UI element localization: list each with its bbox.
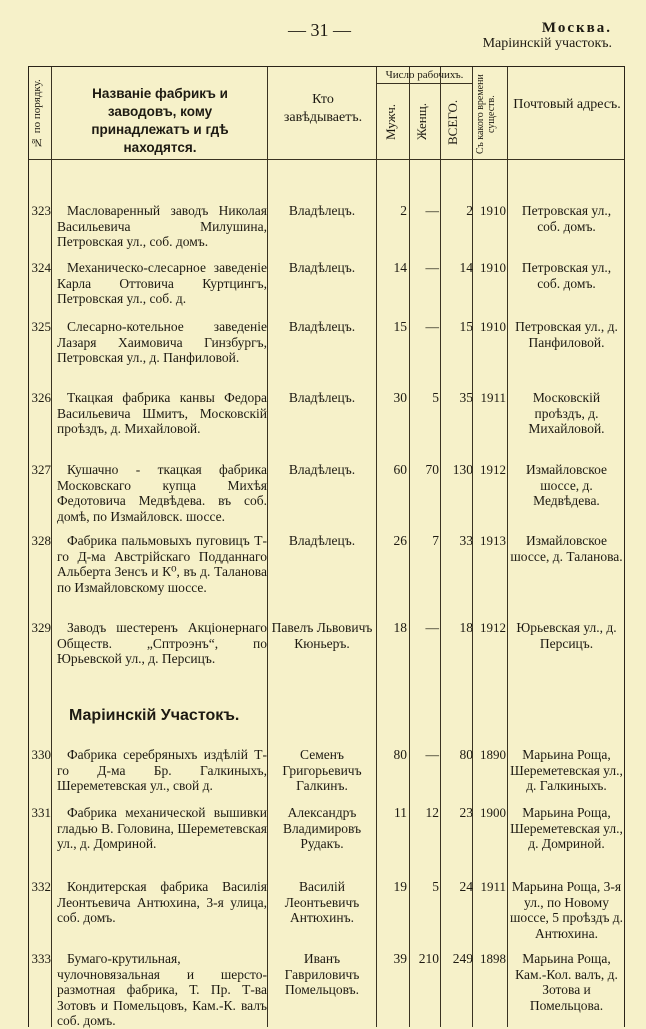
total-count: 249 <box>452 951 473 966</box>
row-number: 324 <box>31 260 51 275</box>
column-divider <box>409 67 410 1027</box>
city-title: Москва. <box>541 20 612 36</box>
since-year: 1911 <box>480 879 506 894</box>
manager: Владѣлецъ. <box>288 462 356 477</box>
manager: Александръ Владимировъ Рудакъ. <box>282 805 362 851</box>
manager: Владѣлецъ. <box>288 533 356 548</box>
women-count: 12 <box>425 805 439 820</box>
manager: Иванъ Гавриловичъ Помельцовъ. <box>284 951 360 997</box>
total-count: 24 <box>459 879 473 894</box>
since-year: 1900 <box>480 805 506 820</box>
postal-address: Петровская ул., д. Панфиловой. <box>515 319 618 350</box>
factory-name: Масловаренный заводъ Николая Васильевича Милушина, Петровская ул., соб. домъ. <box>57 203 267 249</box>
row-number: 326 <box>31 390 51 405</box>
total-count: 14 <box>459 260 473 275</box>
row-number: 330 <box>31 747 51 762</box>
column-divider <box>507 67 508 1027</box>
since-year: 1898 <box>480 951 506 966</box>
row-number: 332 <box>31 879 51 894</box>
women-count: — <box>425 319 439 334</box>
row-number: 331 <box>31 805 51 820</box>
women-count: 70 <box>425 462 439 477</box>
men-count: 11 <box>394 805 407 820</box>
women-count: — <box>425 620 439 635</box>
since-year: 1910 <box>480 203 506 218</box>
col-header-women: Женщ. <box>414 103 429 141</box>
factory-name: Фабрика серебряныхъ издѣлій Т-го Д-ма Бр. Галкиныхъ, Шереметевская ул., свой д. <box>57 747 267 793</box>
women-count: — <box>425 747 439 762</box>
postal-address: Петровская ул., соб. домъ. <box>521 260 612 291</box>
manager: Василій Леонтьевичъ Антюхинъ. <box>284 879 360 925</box>
factory-name: Бумаго-крутильная, чулочновязальная и шерсто-размотная фабрика, Т. Пр. Т-ва Зотовъ и Помельцовъ, Кам.-К. валъ соб. домъ. <box>57 951 267 1028</box>
men-count: 30 <box>393 390 407 405</box>
since-year: 1910 <box>480 260 506 275</box>
column-divider <box>51 67 52 1027</box>
row-number: 333 <box>31 951 51 966</box>
manager: Владѣлецъ. <box>288 260 356 275</box>
postal-address: Измайловское шоссе, д. Медвѣдева. <box>525 462 608 508</box>
col-header-name: Названіе фабрикъ и заводовъ, кому принадлежатъ и гдѣ находятся. <box>91 86 229 155</box>
men-count: 2 <box>400 203 407 218</box>
total-count: 2 <box>466 203 473 218</box>
postal-address: Юрьевская ул., д. Персицъ. <box>516 620 617 651</box>
factory-name: Слесарно-котельное заведеніе Лазаря Хаимовича Гинзбургъ, Петровская ул., д. Панфиловой. <box>57 319 267 365</box>
men-count: 15 <box>393 319 407 334</box>
col-header-since: Съ какого времени существ. <box>475 74 497 154</box>
row-number: 323 <box>31 203 51 218</box>
col-header-total: ВСЕГО. <box>445 99 460 145</box>
since-year: 1912 <box>480 462 506 477</box>
row-number: 328 <box>31 533 51 548</box>
column-divider <box>267 67 268 1027</box>
factory-name: Ткацкая фабрика канвы Федора Васильевича Шмитъ, Московскій проѣздъ, д. Михайловой. <box>57 390 267 436</box>
factory-name: Заводъ шестеренъ Акціонернаго Обществ. „Сптроэнъ“, по Юрьевской ул., д. Персицъ. <box>57 620 267 666</box>
col-header-address: Почтовый адресъ. <box>513 97 621 112</box>
total-count: 18 <box>459 620 473 635</box>
men-count: 14 <box>393 260 407 275</box>
factory-name: Кондитерская фабрика Василія Леонтьевича Антюхина, 3-я улица, соб. домъ. <box>57 879 267 925</box>
women-count: — <box>425 203 439 218</box>
factory-name: Фабрика механической вышивки гладью В. Головина, Шереметевская ул., д. Домриной. <box>57 805 267 851</box>
manager: Семенъ Григорьевичъ Галкинъ. <box>282 747 362 793</box>
page-header <box>0 0 646 62</box>
total-count: 80 <box>459 747 473 762</box>
total-count: 35 <box>459 390 473 405</box>
factory-name: Фабрика пальмовыхъ пуговицъ Т-го Д-ма Австрійскаго Подданнаго Альберта Зенсъ и К⁰, въ д. Таланова по Измайловскому шоссе. <box>57 533 267 595</box>
since-year: 1910 <box>480 319 506 334</box>
row-number: 327 <box>31 462 51 477</box>
men-count: 26 <box>393 533 407 548</box>
postal-address: Измайловское шоссе, д. Таланова. <box>510 533 623 564</box>
postal-address: Марьина Роща, Шереметевская ул., д. Галкиныхъ. <box>510 747 623 793</box>
manager: Павелъ Львовичъ Кюньеръ. <box>271 620 373 651</box>
women-count: — <box>425 260 439 275</box>
manager: Владѣлецъ. <box>288 203 356 218</box>
total-count: 130 <box>452 462 473 477</box>
men-count: 60 <box>393 462 407 477</box>
men-count: 18 <box>393 620 407 635</box>
postal-address: Московскій проѣздъ, д. Михайловой. <box>528 390 605 436</box>
since-year: 1911 <box>480 390 506 405</box>
women-count: 5 <box>432 879 439 894</box>
postal-address: Марьина Роща, Кам.-Кол. валъ, д. Зотова и Помельцова. <box>515 951 618 1013</box>
since-year: 1912 <box>480 620 506 635</box>
since-year: 1913 <box>480 533 506 548</box>
manager: Владѣлецъ. <box>288 319 356 334</box>
postal-address: Петровская ул., соб. домъ. <box>521 203 612 234</box>
men-count: 19 <box>393 879 407 894</box>
total-count: 15 <box>459 319 473 334</box>
col-header-number: № по порядку. <box>31 79 43 149</box>
page-number: — 31 — <box>288 20 351 40</box>
women-count: 210 <box>418 951 439 966</box>
factory-ledger-table <box>28 66 625 1027</box>
row-number: 325 <box>31 319 51 334</box>
women-count: 5 <box>432 390 439 405</box>
since-year: 1890 <box>480 747 506 762</box>
postal-address: Марьина Роща, Шереметевская ул., д. Домриной. <box>510 805 623 851</box>
header-bottom-rule <box>29 159 624 160</box>
postal-address: Марьина Роща, 3-я ул., по Новому шоссе, 5 проѣздъ д. Антюхина. <box>509 879 624 941</box>
col-header-men: Мужч. <box>383 104 398 141</box>
total-count: 33 <box>459 533 473 548</box>
men-count: 80 <box>393 747 407 762</box>
workers-group-rule <box>376 83 472 84</box>
factory-name: Механическо-слесарное заведеніе Карла Оттовича Куртцингъ, Петровская ул., соб. д. <box>57 260 267 306</box>
women-count: 7 <box>432 533 439 548</box>
section-title: Маріинскій Участокъ. <box>69 707 240 724</box>
col-header-manager: Кто завѣдываетъ. <box>283 92 363 125</box>
row-number: 329 <box>31 620 51 635</box>
total-count: 23 <box>459 805 473 820</box>
manager: Владѣлецъ. <box>288 390 356 405</box>
district-title: Маріинскій участокъ. <box>482 36 612 51</box>
men-count: 39 <box>393 951 407 966</box>
col-header-workers: Число рабочихъ. <box>385 69 464 81</box>
factory-name: Кушачно - ткацкая фабрика Московскаго купца Михѣя Федотовича Медвѣдева. въ соб. домѣ, по Измайловск. шоссе. <box>57 462 267 524</box>
